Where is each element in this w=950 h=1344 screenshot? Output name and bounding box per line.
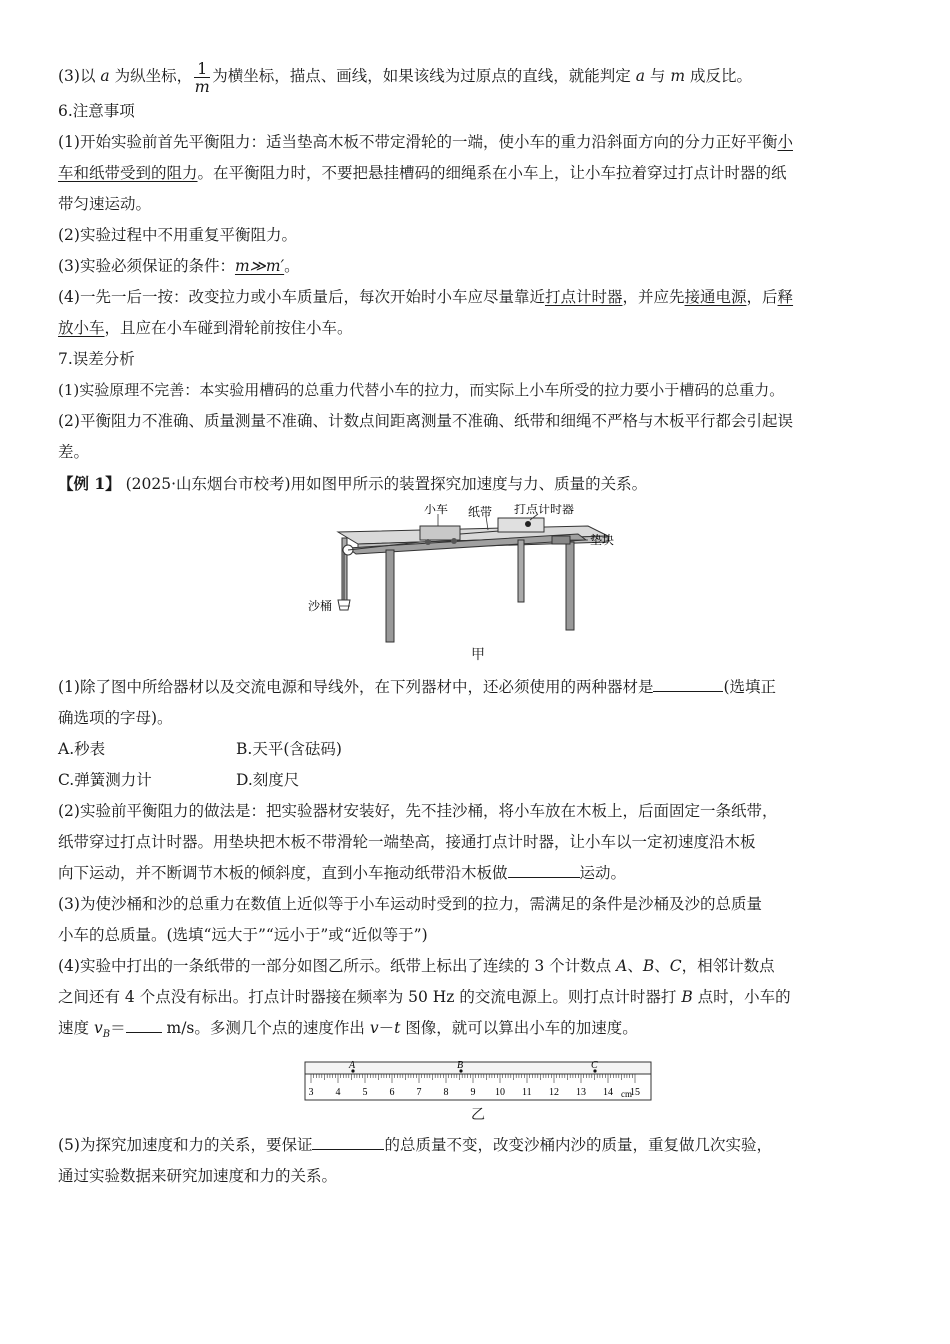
apparatus-illustration <box>308 504 648 644</box>
label-tape: 纸带 <box>468 505 493 519</box>
text: 、 <box>627 957 643 975</box>
q3-line1: (3)为使沙桶和沙的总重力在数值上近似等于小车运动时受到的拉力，需满足的条件是沙桶及沙的总质量 <box>58 895 762 913</box>
text: (选填正 <box>723 678 777 696</box>
subscript-b: B <box>102 1029 111 1041</box>
q4-line1 <box>58 951 898 982</box>
text: 之间还有 4 个点没有标出。打点计时器接在频率为 50 Hz 的交流电源上。则打点计时器打 <box>58 988 682 1006</box>
sec7-p1: (1)实验原理不完善：本实验用槽码的总重力代替小车的拉力，而实际上小车所受的拉力要小于槽码的总重力。 <box>58 381 785 399</box>
text: m/s。多测几个点的速度作出 <box>161 1019 370 1037</box>
example-label: 【例 1】 <box>58 474 121 493</box>
text: 与 <box>644 67 671 85</box>
section-7-title: 7.误差分析 <box>58 350 135 368</box>
ruler-tick-label: 7 <box>416 1087 422 1099</box>
text: (4)一先一后一按：改变拉力或小车质量后，每次开始时小车应尽量靠近 <box>58 288 545 306</box>
ruler-tick-label: 4 <box>335 1087 341 1099</box>
sec6-p4-line1 <box>58 282 898 313</box>
option-d: D.刻度尺 <box>236 771 300 789</box>
option-c: C.弹簧测力计 <box>58 771 152 789</box>
q2-line3 <box>58 858 898 889</box>
text: (1)开始实验前首先平衡阻力：适当垫高木板不带定滑轮的一端，使小车的重力沿斜面方向的分力正好平衡 <box>58 133 778 151</box>
underlined-answer: 放小车 <box>58 319 105 337</box>
sec6-p1-line1 <box>58 127 898 158</box>
text: (3)以 <box>58 67 101 85</box>
ruler-unit: cm <box>621 1089 632 1100</box>
car-shape <box>420 526 460 540</box>
example-1-heading <box>58 468 898 500</box>
text: 点时，小车的 <box>692 988 791 1006</box>
var-v: v <box>369 1019 379 1037</box>
text: 成反比。 <box>685 67 752 85</box>
figure-apparatus <box>308 504 648 644</box>
label-bucket: 沙桶 <box>308 599 333 613</box>
figure-ruler <box>303 1058 653 1104</box>
option-b: B.天平(含砝码) <box>236 740 342 758</box>
label-car: 小车 <box>424 504 449 516</box>
ruler-tick-label: 13 <box>576 1087 586 1099</box>
document-page <box>58 56 898 1192</box>
block-shape <box>552 536 570 544</box>
ruler-tick-label: 15 <box>630 1087 640 1099</box>
paper-tape <box>305 1062 651 1074</box>
var-m: m <box>670 67 686 85</box>
point-a: A <box>616 957 628 975</box>
q4-line2 <box>58 982 898 1013</box>
text: ，且应在小车碰到滑轮前按住小车。 <box>104 319 353 337</box>
ruler-tick-label: 14 <box>603 1087 613 1099</box>
ruler-tick-label: 3 <box>308 1087 314 1099</box>
underlined-answer: 接通电源 <box>684 288 747 306</box>
q3-line2: 小车的总质量。(选填“远大于”“远小于”或“近似等于”) <box>58 926 428 944</box>
option-a: A.秒表 <box>58 740 106 758</box>
sand-bucket-shape <box>338 600 350 610</box>
q2-line1: (2)实验前平衡阻力的做法是：把实验器材安装好，先不挂沙桶，将小车放在木板上，后面固定一条纸带， <box>58 802 778 820</box>
q1-options-row2 <box>58 765 898 796</box>
point-b: B <box>642 957 655 975</box>
step-3-paragraph <box>58 56 898 96</box>
sec6-p1-line3: 带匀速运动。 <box>58 195 152 213</box>
text: 。在平衡阻力时，不要把悬挂槽码的细绳系在小车上，让小车拉着穿过打点计时器的纸 <box>197 164 787 182</box>
text: － <box>378 1019 395 1037</box>
text: (3)实验必须保证的条件： <box>58 257 235 275</box>
sec7-p2-line1: (2)平衡阻力不准确、质量测量不准确、计数点间距离测量不准确、纸带和细绳不严格与木板平行都会引起误 <box>58 412 793 430</box>
fraction-denominator: m <box>194 76 210 96</box>
underlined-answer: 小 <box>777 133 793 151</box>
ruler-tick-label: 5 <box>362 1087 368 1099</box>
ruler-tick-label: 9 <box>470 1087 476 1099</box>
q1-line1 <box>58 672 898 703</box>
text: (1)除了图中所给器材以及交流电源和导线外，在下列器材中，还必须使用的两种器材是 <box>58 678 654 696</box>
text: 的总质量不变，改变沙桶内沙的质量，重复做几次实验， <box>384 1136 772 1155</box>
var-a: a <box>635 67 645 85</box>
text: 向下运动，并不断调节木板的倾斜度，直到小车拖动纸带沿木板做 <box>58 864 508 882</box>
text: 图像，就可以算出小车的加速度。 <box>400 1019 638 1037</box>
example-source: (2025·山东烟台市校考) <box>120 475 291 493</box>
sec6-p4-line2 <box>58 313 898 344</box>
q1-options-row1 <box>58 734 898 765</box>
sec6-p3 <box>58 251 898 282</box>
ruler-tick-label: 8 <box>443 1087 449 1099</box>
answer-blank[interactable] <box>312 1133 384 1150</box>
fraction-numerator: 1 <box>194 60 210 78</box>
text: (5)为探究加速度和力的关系，要保证 <box>58 1136 313 1155</box>
ruler-tick-label: 11 <box>522 1087 532 1099</box>
text: ＝ <box>110 1019 126 1037</box>
text: 速度 <box>58 1019 94 1037</box>
q4-line3 <box>58 1013 898 1050</box>
q5-line1 <box>58 1130 898 1161</box>
text: 、 <box>654 957 670 975</box>
answer-blank[interactable] <box>508 861 580 878</box>
text: 运动。 <box>579 864 627 882</box>
point-b: B <box>681 988 693 1006</box>
timer-shape <box>498 518 544 532</box>
ruler-tick-label: 12 <box>549 1087 559 1099</box>
text: ，相邻计数点 <box>681 957 775 975</box>
q2-line2: 纸带穿过打点计时器。用垫块把木板不带滑轮一端垫高，接通打点计时器，让小车以一定初速度沿木板 <box>58 833 756 851</box>
sec7-p2-line2: 差。 <box>58 443 90 461</box>
figure-caption-yi: 乙 <box>471 1107 485 1124</box>
var-v: v <box>93 1019 103 1037</box>
fraction-1-over-m <box>194 60 210 95</box>
q5-line2: 通过实验数据来研究加速度和力的关系。 <box>58 1167 338 1186</box>
underlined-answer: 释 <box>777 288 794 306</box>
point-c: C <box>669 957 682 975</box>
example-text: 用如图甲所示的装置探究加速度与力、质量的关系。 <box>290 475 648 493</box>
text: 为横坐标，描点、画线，如果该线为过原点的直线，就能判定 <box>212 67 636 85</box>
ruler-point-c: C <box>591 1060 598 1072</box>
underlined-answer: 打点计时器 <box>544 288 623 306</box>
text: ，并应先 <box>622 288 685 306</box>
text: (4)实验中打出的一条纸带的一部分如图乙所示。纸带上标出了连续的 3 个计数点 <box>58 957 617 975</box>
answer-blank[interactable] <box>126 1016 162 1033</box>
ruler-point-a: A <box>349 1060 356 1072</box>
ruler-tick-label: 6 <box>389 1087 395 1099</box>
text: ，后 <box>746 288 778 306</box>
text: 。 <box>284 257 300 275</box>
answer-blank[interactable] <box>653 675 723 692</box>
label-block: 垫块 <box>590 533 615 547</box>
q1-line2: 确选项的字母)。 <box>58 709 173 727</box>
ruler-tick-label: 10 <box>495 1087 505 1099</box>
ruler-tape-illustration <box>303 1058 653 1104</box>
var-a: a <box>100 67 110 85</box>
section-6-title: 6.注意事项 <box>58 102 135 120</box>
sec6-p1-line2 <box>58 158 898 189</box>
ruler-point-b: B <box>457 1060 464 1072</box>
underlined-answer: 车和纸带受到的阻力 <box>58 164 198 182</box>
var-t: t <box>394 1019 401 1037</box>
sec6-p2: (2)实验过程中不用重复平衡阻力。 <box>58 226 297 244</box>
text: 为纵坐标， <box>109 67 193 85</box>
figure-caption-jia: 甲 <box>471 647 485 663</box>
label-timer: 打点计时器 <box>514 504 575 516</box>
underlined-answer: m≫m′ <box>234 257 285 275</box>
